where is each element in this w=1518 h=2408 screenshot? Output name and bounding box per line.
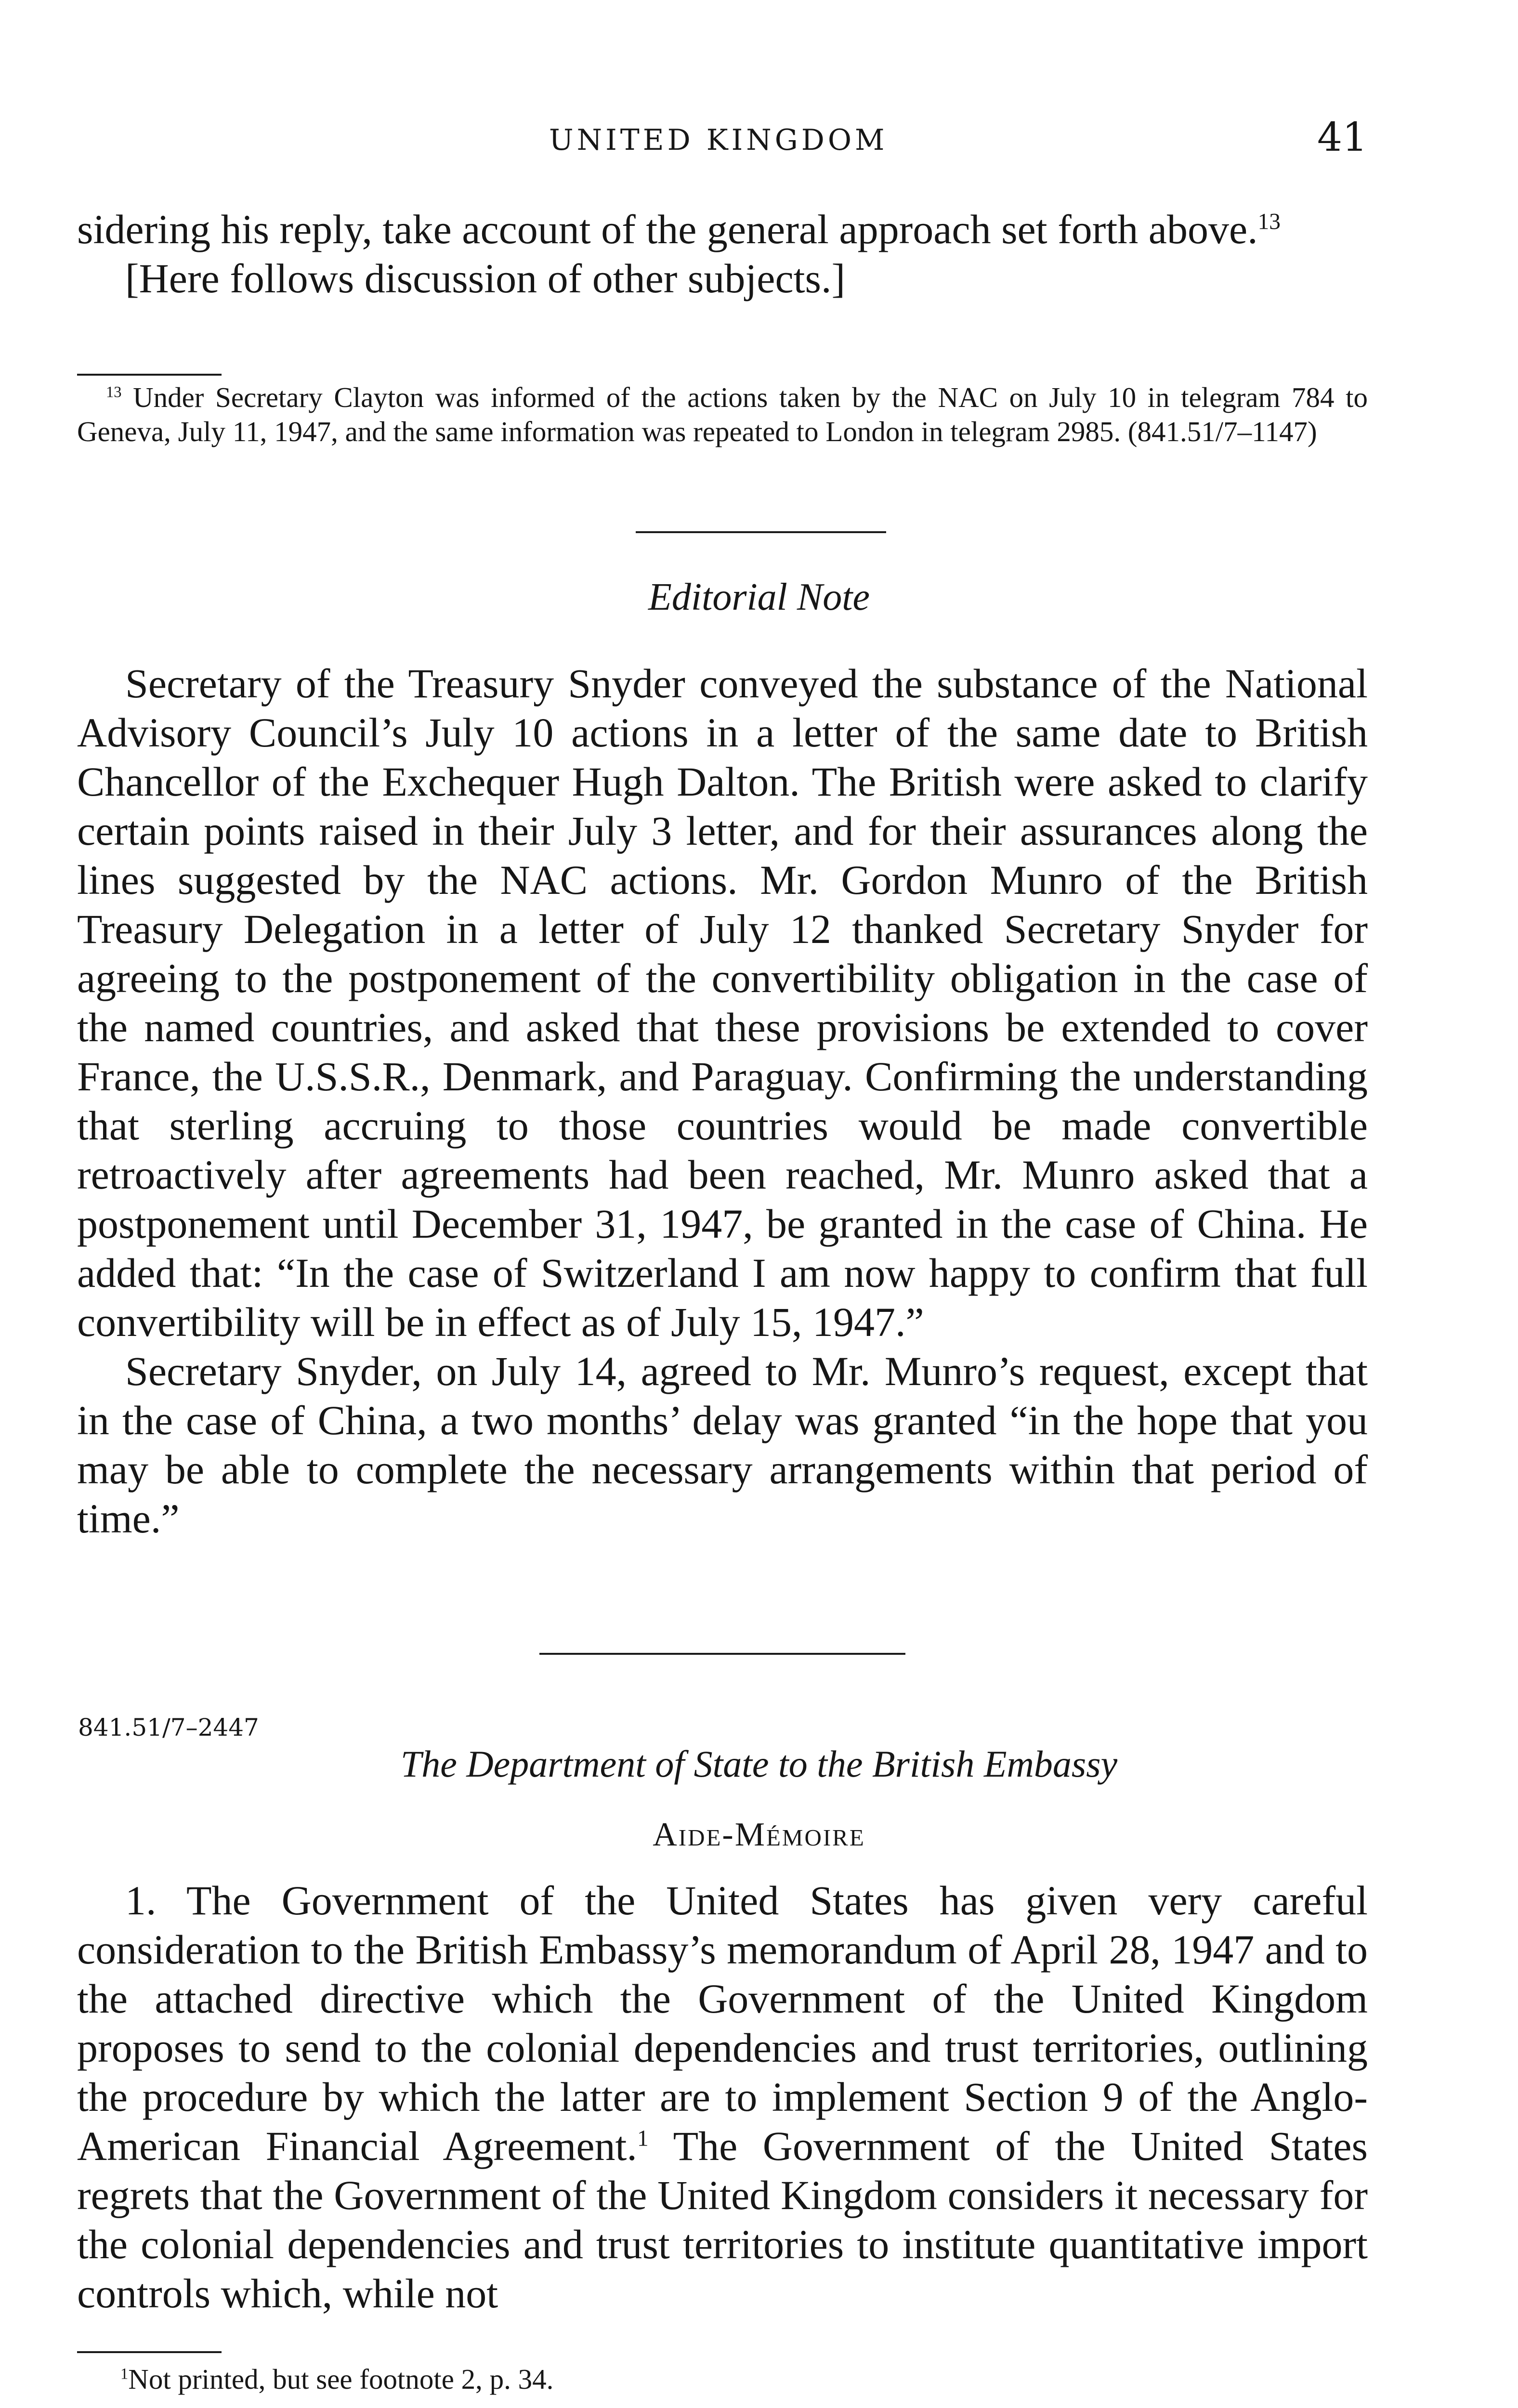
aide-memoire-body <box>77 1876 1368 2318</box>
file-number: 841.51/7–2447 <box>78 1714 259 1741</box>
footnote-1: $^1$Not printed, but see footnote 2, p. 34. <box>120 2363 554 2395</box>
aide-memoire-paragraph-1: 1. The Government of the United States has given very careful consideration to the British Embassy’s memorandum of April 28, 1947 and to the attached directive which the Government of the United Kingdom proposes to send to the colonial dependencies and trust territories, outlining the procedure by which the latter are to implement Section 9 of the Anglo-American Financial Agreement.$^1$ The Government of the United States regrets that the Government of the United Kingdom considers it necessary for the colonial dependencies and trust territories to institute quantitative import controls which, while not <box>77 1877 1368 2316</box>
section-divider <box>636 531 886 533</box>
editorial-paragraph-1: Secretary of the Treasury Snyder conveyed the substance of the National Advisory Council’s July 10 actions in a letter of the same date to British Chancellor of the Exchequer Hugh Dalton. The British were asked to clarify certain points raised in their July 3 letter, and for their assurances along the lines suggested by the NAC actions. Mr. Gordon Munro of the British Treasury Delegation in a letter of July 12 thanked Secretary Snyder for agreeing to the postponement of the convertibility obligation in the case of the named countries, and asked that these provisions be extended to cover France, the U.S.S.R., Denmark, and Paraguay. Confirming the understanding that sterling accruing to those countries would be made convertible retroactively after agreements had been reached, Mr. Munro asked that a postponement until December 31, 1947, be granted in the case of China. He added that: “In the case of Switzerland I am now happy to confirm that full convertibility will be in effect as of July 15, 1947.” <box>77 660 1368 1345</box>
footnote-ref-13: 13 <box>1257 209 1281 235</box>
continuation-paragraph: sidering his reply, take account of the general approach set forth above.$^{13}$ <box>77 206 1281 252</box>
continuation-text <box>77 205 1368 303</box>
running-head: UNITED KINGDOM <box>549 123 888 157</box>
omission-note: [Here follows discussion of other subjects.] <box>125 255 846 301</box>
footnote-ref-1: 1 <box>637 2126 649 2151</box>
page-number: 41 <box>1317 115 1368 160</box>
footnote-rule-2 <box>77 2351 222 2353</box>
footnote-13: $^{13}$ Under Secretary Clayton was informed of the actions taken by the NAC on July 10 in telegram 784 to Geneva, July 11, 1947, and the same information was repeated to London in telegram 2985. (841.51/7–1147) <box>77 381 1368 447</box>
document-title: The Department of State to the British Embassy <box>400 1743 1118 1785</box>
footnote-rule <box>77 374 222 376</box>
editorial-note-heading: Editorial Note <box>648 576 870 618</box>
editorial-paragraph-2: Secretary Snyder, on July 14, agreed to Mr. Munro’s request, except that in the case of China, a two months’ delay was granted “in the hope that you may be able to complete the necessary arrangements within that period of time.” <box>77 1348 1368 1542</box>
document-subtitle: Aide-Mémoire <box>653 1816 865 1853</box>
editorial-note-body <box>77 659 1368 1543</box>
section-divider-2 <box>539 1653 905 1655</box>
